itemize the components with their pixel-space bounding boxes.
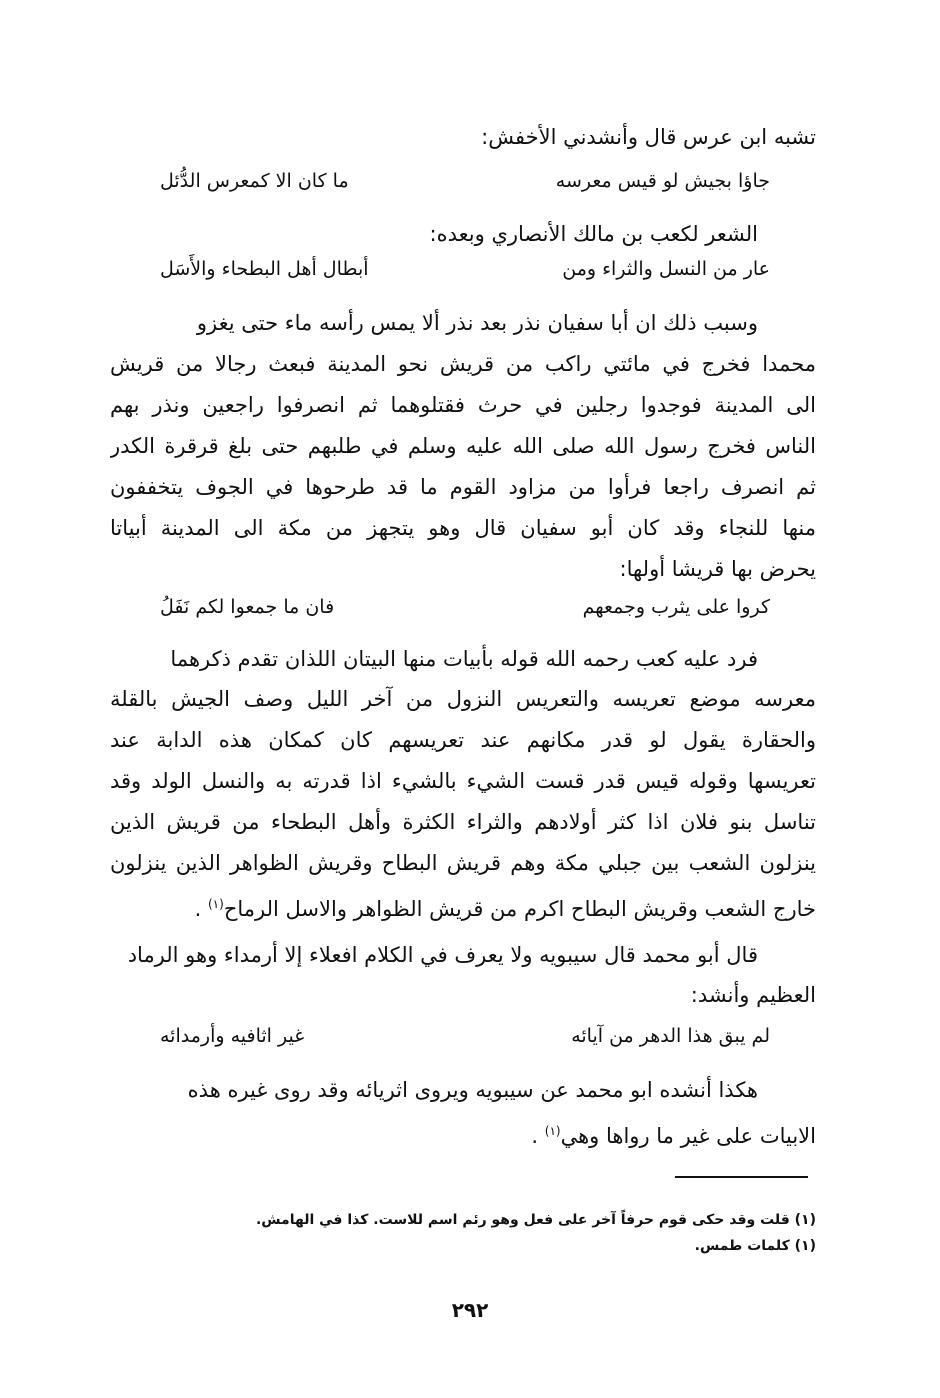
verse: [160, 592, 770, 622]
footnote-divider: [675, 1176, 808, 1178]
verse-second-hemistich: أبطال أهل البطحاء والأَسَل: [160, 258, 369, 280]
text-line: الى المدينة فوجدوا رجلين في حرث فقتلوهما ثم انصرفوا راجعين ونذر بهم: [110, 393, 816, 417]
verse-first-hemistich: لم يبق هذا الدهر من آيائه: [571, 1025, 770, 1047]
text-line-content: الشعر لكعب بن مالك الأنصاري وبعده:: [429, 222, 758, 246]
text-line: [110, 308, 816, 338]
footnote: (١) كلمات طمس.: [694, 1238, 816, 1254]
text-line: الناس فخرج رسول الله صلى الله عليه وسلم في طلبهم حتى بلغ قرقرة الكدر: [110, 434, 816, 458]
text-line: العظيم وأنشد:: [690, 983, 816, 1007]
verse: [160, 166, 770, 196]
text-line: ثم انصرف راجعا فرأوا من مزاود القوم ما قد طرحوها في الجوف يتخففون: [110, 475, 816, 499]
text-line: معرسه موضع تعريسه والتعريس النزول من آخر الليل وصف الجيش بالقلة: [110, 687, 816, 711]
verse-first-hemistich: كروا على يثرب وجمعهم: [582, 596, 770, 618]
text-line-content: الابيات على غير ما رواها وهي: [560, 1124, 816, 1148]
text-line-content: قال أبو محمد قال سيبويه ولا يعرف في الكلام افعلاء إلا أرمداء وهو الرماد: [127, 943, 758, 967]
text-line: تعريسها وقوله قيس قدر قست الشيء بالشيء اذا قدرته به والنسل الولد وقد: [110, 769, 816, 793]
verse-first-hemistich: عار من النسل والثراء ومن: [562, 258, 770, 280]
verse-second-hemistich: فان ما جمعوا لكم نَفَلُ: [160, 596, 335, 618]
end-dot: .: [194, 897, 202, 921]
verse-first-hemistich: جاؤا بجيش لو قيس معرسه: [555, 170, 770, 192]
verse: [160, 254, 770, 284]
verse-second-hemistich: ما كان الا كمعرس الدُّئل: [160, 170, 349, 192]
text-line: منها للنجاء وقد كان أبو سفيان قال وهو يتجهز من مكة الى المدينة أبياتا: [110, 516, 816, 540]
text-line: يحرض بها قريشا أولها:: [619, 557, 816, 581]
text-line: [110, 219, 816, 249]
text-line: تناسل بنو فلان اذا كثر أولادهم والثراء الكثرة وأهل البطحاء من قريش الذين: [110, 810, 816, 834]
footnote: (١) قلت وقد حكى قوم حرفاً آخر على فعل وهو رئم اسم للاست. كذا في الهامش.: [255, 1212, 816, 1228]
text-line: تشبه ابن عرس قال وأنشدني الأخفش:: [481, 125, 816, 149]
text-line-content: فرد عليه كعب رحمه الله قوله بأبيات منها البيتان اللذان تقدم ذكرهما: [170, 647, 758, 671]
text-line: [110, 644, 816, 674]
end-dot: .: [531, 1124, 539, 1148]
footnote-ref: (١): [207, 897, 224, 911]
footnote-ref: (١): [544, 1124, 561, 1138]
text-line-content: وسبب ذلك ان أبا سفيان نذر بعد نذر ألا يمس رأسه ماء حتى يغزو: [196, 311, 758, 335]
page-number: ٢٩٢: [451, 1298, 489, 1322]
text-line: ينزلون الشعب بين جبلي مكة وهم قريش البطاح وقريش الظواهر الذين ينزلون: [110, 851, 816, 875]
verse: [160, 1021, 770, 1051]
text-line: [110, 940, 816, 970]
verse-second-hemistich: غير اثافيه وأرمدائه: [160, 1025, 305, 1047]
text-line: [110, 1116, 816, 1146]
text-line: محمدا فخرج في مائتي راكب من قريش نحو المدينة فبعث رجالا من قريش: [110, 352, 816, 376]
text-line-content: هكذا أنشده ابو محمد عن سيبويه ويروى اثريائه وقد روى غيره هذه: [187, 1078, 758, 1102]
text-line-content: خارج الشعب وقريش البطاح اكرم من قريش الظواهر والاسل الرماح: [223, 897, 816, 921]
text-line: [110, 1075, 816, 1105]
text-line: والحقارة يقول لو قدر مكانهم عند تعريسهم كان كمكان هذه الدابة عند: [110, 728, 816, 752]
text-line: [110, 889, 816, 919]
